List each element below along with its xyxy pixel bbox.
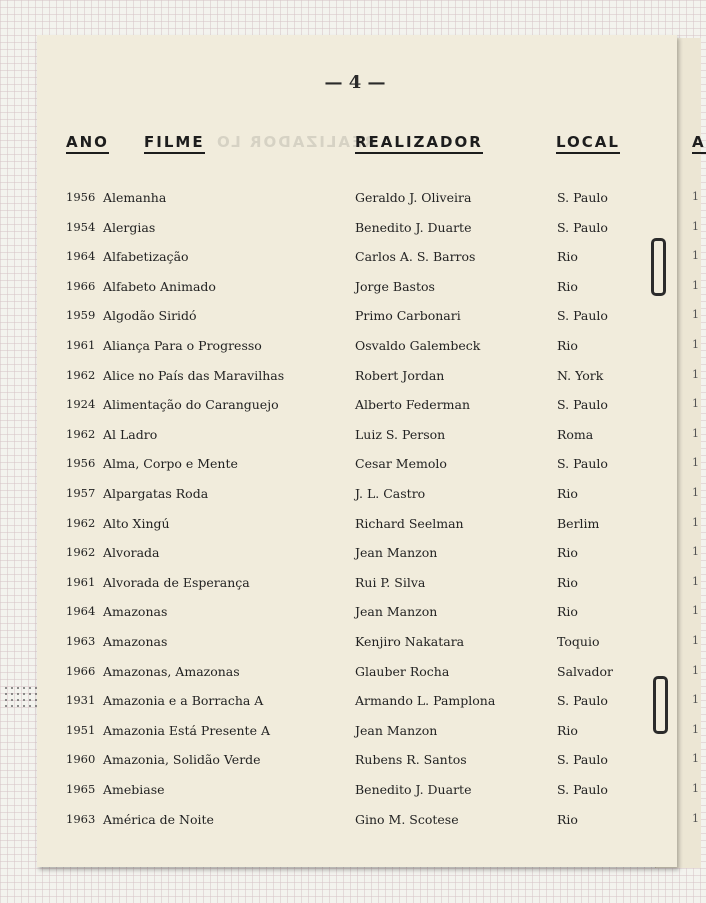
next-page-year-fragment: 1: [692, 397, 699, 410]
table-row: [0, 752, 700, 772]
next-page-year-fragment: 1: [692, 693, 699, 706]
column-header-director: REALIZADOR: [355, 133, 483, 154]
film-title-cell: Amazonas: [103, 604, 168, 619]
year-cell: 1962: [66, 368, 96, 382]
year-cell: 1964: [66, 249, 96, 263]
director-cell: Luiz S. Person: [355, 427, 446, 442]
table-row: [0, 308, 700, 328]
location-cell: Roma: [557, 427, 594, 442]
location-cell: Rio: [557, 575, 578, 590]
location-cell: S. Paulo: [557, 190, 608, 205]
film-title-cell: Aliança Para o Progresso: [103, 338, 262, 353]
table-row: [0, 575, 700, 595]
director-cell: Jean Manzon: [355, 604, 438, 619]
binding-clip: [653, 676, 668, 734]
next-page-year-fragment: 1: [692, 220, 699, 233]
film-title-cell: Alergias: [103, 220, 156, 235]
film-title-cell: Alfabetização: [103, 249, 189, 264]
director-cell: Rui P. Silva: [355, 575, 426, 590]
binding-clip: [651, 238, 666, 296]
location-cell: S. Paulo: [557, 782, 608, 797]
location-cell: Rio: [557, 249, 578, 264]
year-cell: 1959: [66, 308, 96, 322]
film-title-cell: Alvorada de Esperança: [103, 575, 250, 590]
director-cell: Jean Manzon: [355, 545, 438, 560]
year-cell: 1961: [66, 575, 96, 589]
table-row: [0, 397, 700, 417]
director-cell: J. L. Castro: [355, 486, 426, 501]
film-title-cell: Alimentação do Caranguejo: [103, 397, 279, 412]
director-cell: Cesar Memolo: [355, 456, 447, 471]
next-page-year-fragment: 1: [692, 516, 699, 529]
director-cell: Benedito J. Duarte: [355, 782, 472, 797]
next-page-year-fragment: 1: [692, 249, 699, 262]
film-title-cell: Amazonas: [103, 634, 168, 649]
location-cell: Rio: [557, 604, 578, 619]
year-cell: 1956: [66, 190, 96, 204]
director-cell: Richard Seelman: [355, 516, 464, 531]
director-cell: Geraldo J. Oliveira: [355, 190, 472, 205]
year-cell: 1931: [66, 693, 96, 707]
table-row: [0, 723, 700, 743]
director-cell: Alberto Federman: [355, 397, 471, 412]
next-page-year-fragment: 1: [692, 782, 699, 795]
next-page-year-fragment: 1: [692, 338, 699, 351]
director-cell: Kenjiro Nakatara: [355, 634, 465, 649]
director-cell: Benedito J. Duarte: [355, 220, 472, 235]
film-title-cell: Al Ladro: [103, 427, 158, 442]
location-cell: N. York: [557, 368, 604, 383]
film-title-cell: Alvorada: [103, 545, 160, 560]
film-title-cell: América de Noite: [103, 812, 214, 827]
paper-perforation: [3, 685, 37, 711]
next-page-year-fragment: 1: [692, 664, 699, 677]
location-cell: Rio: [557, 486, 578, 501]
table-row: [0, 338, 700, 358]
next-page-year-fragment: 1: [692, 427, 699, 440]
location-cell: Rio: [557, 338, 578, 353]
director-cell: Glauber Rocha: [355, 664, 450, 679]
director-cell: Gino M. Scotese: [355, 812, 459, 827]
film-title-cell: Amazonia Está Presente A: [103, 723, 270, 738]
film-title-cell: Alfabeto Animado: [103, 279, 216, 294]
year-cell: 1962: [66, 427, 96, 441]
location-cell: Rio: [557, 723, 578, 738]
next-page-year-fragment: 1: [692, 190, 699, 203]
table-row: [0, 190, 700, 210]
year-cell: 1964: [66, 604, 96, 618]
column-header-location: LOCAL: [556, 133, 620, 154]
location-cell: Rio: [557, 545, 578, 560]
year-cell: 1954: [66, 220, 96, 234]
next-page-year-fragment: 1: [692, 456, 699, 469]
next-page-year-fragment: 1: [692, 279, 699, 292]
next-page-year-fragment: 1: [692, 634, 699, 647]
film-title-cell: Algodão Siridó: [103, 308, 197, 323]
table-row: [0, 220, 700, 240]
year-cell: 1963: [66, 812, 96, 826]
column-header-year: ANO: [66, 133, 109, 154]
film-title-cell: Amazonia, Solidão Verde: [103, 752, 261, 767]
location-cell: S. Paulo: [557, 752, 608, 767]
year-cell: 1962: [66, 516, 96, 530]
table-row: [0, 516, 700, 536]
film-title-cell: Alma, Corpo e Mente: [103, 456, 238, 471]
table-row: [0, 279, 700, 299]
director-cell: Rubens R. Santos: [355, 752, 467, 767]
next-page-year-fragment: 1: [692, 604, 699, 617]
table-row: [0, 368, 700, 388]
location-cell: Salvador: [557, 664, 614, 679]
film-title-cell: Alice no País das Maravilhas: [103, 368, 285, 383]
film-title-cell: Alpargatas Roda: [103, 486, 209, 501]
next-page-year-fragment: 1: [692, 812, 699, 825]
director-cell: Armando L. Pamplona: [355, 693, 496, 708]
next-page-year-fragment: 1: [692, 368, 699, 381]
year-cell: 1962: [66, 545, 96, 559]
film-title-cell: Amazonas, Amazonas: [103, 664, 240, 679]
show-through-header: REALIZADOR LO: [215, 133, 376, 151]
next-page-year-fragment: 1: [692, 545, 699, 558]
film-title-cell: Amebiase: [103, 782, 165, 797]
table-row: [0, 693, 700, 713]
location-cell: S. Paulo: [557, 308, 608, 323]
location-cell: Berlim: [557, 516, 600, 531]
table-row: [0, 486, 700, 506]
table-row: [0, 249, 700, 269]
year-cell: 1963: [66, 634, 96, 648]
next-page-year-fragment: 1: [692, 575, 699, 588]
year-cell: 1960: [66, 752, 96, 766]
location-cell: Rio: [557, 279, 578, 294]
page-number: — 4 —: [324, 72, 386, 93]
table-row: [0, 782, 700, 802]
director-cell: Osvaldo Galembeck: [355, 338, 481, 353]
year-cell: 1956: [66, 456, 96, 470]
next-page-year-fragment: 1: [692, 308, 699, 321]
director-cell: Primo Carbonari: [355, 308, 461, 323]
table-row: [0, 456, 700, 476]
table-row: [0, 427, 700, 447]
year-cell: 1924: [66, 397, 96, 411]
location-cell: S. Paulo: [557, 220, 608, 235]
table-row: [0, 664, 700, 684]
year-cell: 1961: [66, 338, 96, 352]
year-cell: 1966: [66, 664, 96, 678]
location-cell: S. Paulo: [557, 693, 608, 708]
year-cell: 1951: [66, 723, 96, 737]
location-cell: Rio: [557, 812, 578, 827]
next-page-year-fragment: 1: [692, 752, 699, 765]
year-cell: 1966: [66, 279, 96, 293]
director-cell: Carlos A. S. Barros: [355, 249, 476, 264]
director-cell: Jean Manzon: [355, 723, 438, 738]
year-cell: 1957: [66, 486, 96, 500]
film-title-cell: Alto Xingú: [103, 516, 170, 531]
next-page-year-fragment: 1: [692, 723, 699, 736]
column-header-film: FILME: [144, 133, 205, 154]
table-row: [0, 545, 700, 565]
director-cell: Robert Jordan: [355, 368, 445, 383]
film-title-cell: Amazonia e a Borracha A: [103, 693, 264, 708]
next-page-year-fragment: 1: [692, 486, 699, 499]
year-cell: 1965: [66, 782, 96, 796]
table-row: [0, 604, 700, 624]
film-title-cell: Alemanha: [103, 190, 167, 205]
director-cell: Jorge Bastos: [355, 279, 435, 294]
location-cell: Toquio: [557, 634, 600, 649]
table-row: [0, 812, 700, 832]
location-cell: S. Paulo: [557, 456, 608, 471]
table-row: [0, 634, 700, 654]
location-cell: S. Paulo: [557, 397, 608, 412]
next-page-header-fragment: A: [692, 133, 706, 154]
